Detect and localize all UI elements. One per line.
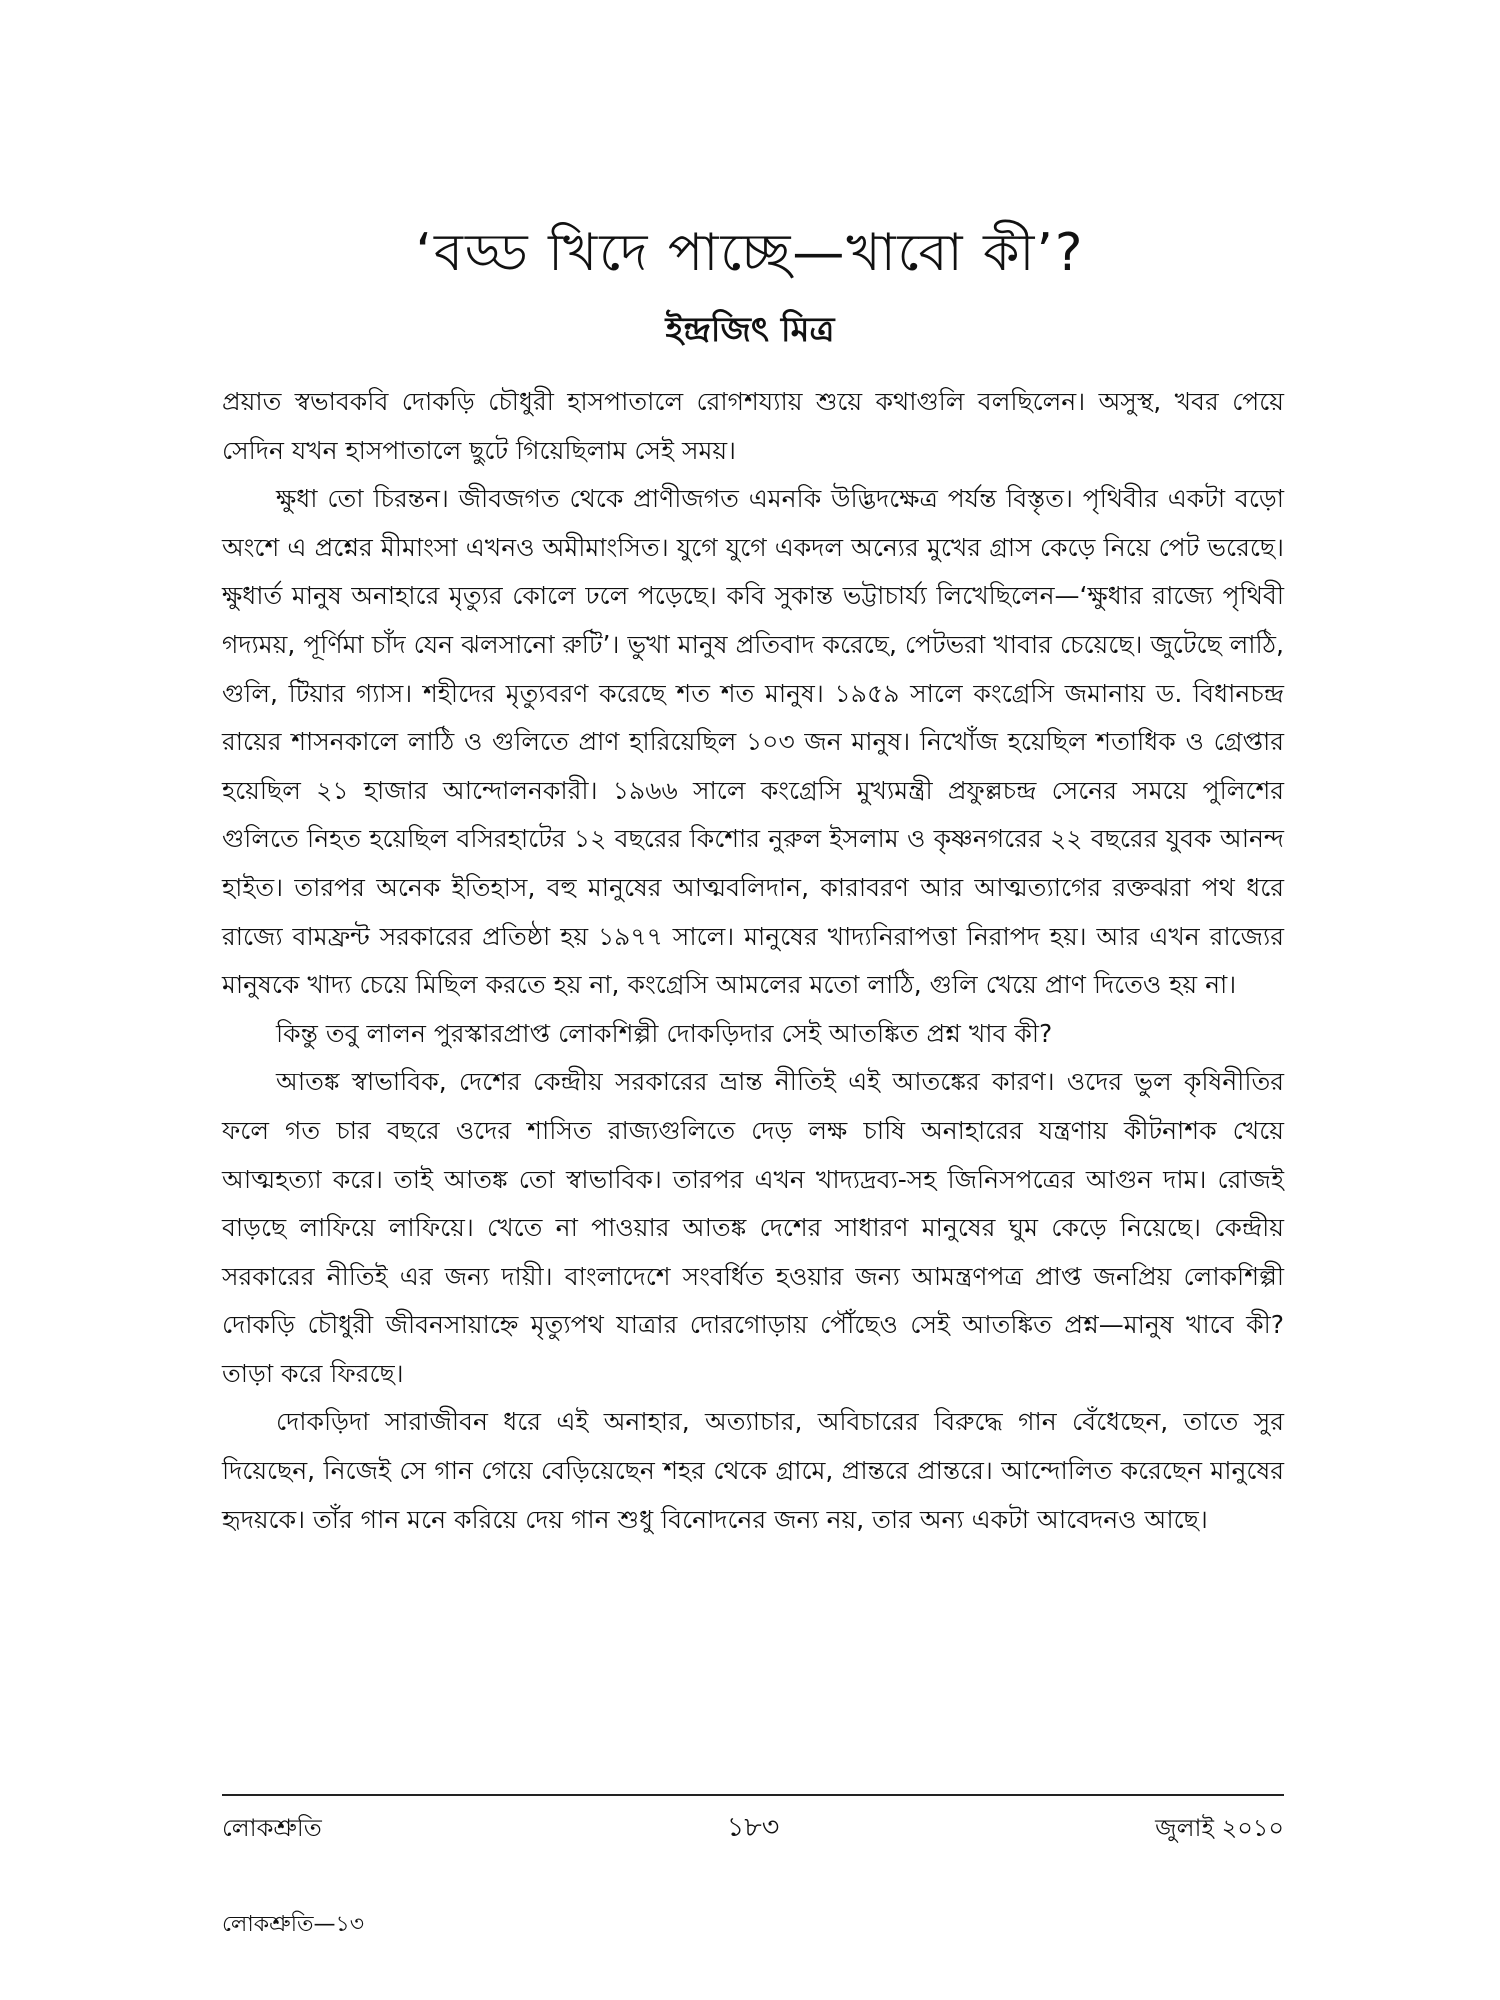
paragraph: কিন্তু তবু লালন পুরস্কারপ্রাপ্ত লোকশিল্পী দোকড়িদার সেই আতঙ্কিত প্রশ্ন খাব কী? [276, 1018, 1053, 1048]
paragraph: প্রয়াত স্বভাবকবি দোকড়ি চৌধুরী হাসপাতালে রোগশয্যায় শুয়ে কথাগুলি বলছিলেন। অসুস্থ, খবর পেয়ে সেদিন যখন হাসপাতালে ছুটে গিয়েছিলাম সেই সময়। [222, 387, 1284, 465]
article-author: ইন্দ্রজিৎ মিত্র [665, 310, 835, 350]
page-footer [222, 1808, 1284, 1848]
paragraph: ক্ষুধা তো চিরন্তন। জীবজগত থেকে প্রাণীজগত এমনকি উদ্ভিদক্ষেত্র পর্যন্ত বিস্তৃত। পৃথিবীর একটা বড়ো অংশে এ প্রশ্নের মীমাংসা এখনও অমীমাংসিত। যুগে যুগে একদল অন্যের মুখের গ্রাস কেড়ে নিয়ে পেট ভরেছে। ক্ষুধার্ত মানুষ অনাহারে মৃত্যুর কোলে ঢলে পড়েছে। কবি সুকান্ত ভট্টাচার্য্য লিখেছিলেন—‘ক্ষুধার রাজ্যে পৃথিবী গদ্যময়, পূর্ণিমা চাঁদ যেন ঝলসানো রুটি’। ভুখা মানুষ প্রতিবাদ করেছে, পেটভরা খাবার চেয়েছে। জুটেছে লাঠি, গুলি, টিয়ার গ্যাস। শহীদের মৃত্যুবরণ করেছে শত শত মানুষ। ১৯৫৯ সালে কংগ্রেসি জমানায় ড. বিধানচন্দ্র রায়ের শাসনকালে লাঠি ও গুলিতে প্রাণ হারিয়েছিল ১০৩ জন মানুষ। নিখোঁজ হয়েছিল শতাধিক ও গ্রেপ্তার হয়েছিল ২১ হাজার আন্দোলনকারী। ১৯৬৬ সালে কংগ্রেসি মুখ্যমন্ত্রী প্রফুল্লচন্দ্র সেনের সময়ে পুলিশের গুলিতে নিহত হয়েছিল বসিরহাটের ১২ বছরের কিশোর নুরুল ইসলাম ও কৃষ্ণনগরের ২২ বছরের যুবক আনন্দ হাইত। তারপর অনেক ইতিহাস, বহু মানুষের আত্মবলিদান, কারাবরণ আর আত্মত্যাগের রক্তঝরা পথ ধরে রাজ্যে বামফ্রন্ট সরকারের প্রতিষ্ঠা হয় ১৯৭৭ সালে। মানুষের খাদ্যনিরাপত্তা নিরাপদ হয়। আর এখন রাজ্যের মানুষকে খাদ্য চেয়ে মিছিল করতে হয় না, কংগ্রেসি আমলের মতো লাঠি, গুলি খেয়ে প্রাণ দিতেও হয় না। [222, 484, 1284, 1000]
signature-mark: লোকশ্রুতি—১৩ [222, 1912, 365, 1937]
article-body [222, 378, 1284, 1544]
issue-date: জুলাই ২০১০ [1155, 1814, 1284, 1842]
paragraph: আতঙ্ক স্বাভাবিক, দেশের কেন্দ্রীয় সরকারের ভ্রান্ত নীতিই এই আতঙ্কের কারণ। ওদের ভুল কৃষিনীতির ফলে গত চার বছরে ওদের শাসিত রাজ্যগুলিতে দেড় লক্ষ চাষি অনাহারের যন্ত্রণায় কীটনাশক খেয়ে আত্মহত্যা করে। তাই আতঙ্ক তো স্বাভাবিক। তারপর এখন খাদ্যদ্রব্য-সহ জিনিসপত্রের আগুন দাম। রোজই বাড়ছে লাফিয়ে লাফিয়ে। খেতে না পাওয়ার আতঙ্ক দেশের সাধারণ মানুষের ঘুম কেড়ে নিয়েছে। কেন্দ্রীয় সরকারের নীতিই এর জন্য দায়ী। বাংলাদেশে সংবর্ধিত হওয়ার জন্য আমন্ত্রণপত্র প্রাপ্ত জনপ্রিয় লোকশিল্পী দোকড়ি চৌধুরী জীবনসায়াহ্নে মৃত্যুপথ যাত্রার দোরগোড়ায় পৌঁছেও সেই আতঙ্কিত প্রশ্ন—মানুষ খাবে কী? তাড়া করে ফিরছে। [222, 1067, 1284, 1388]
footer-divider [222, 1794, 1284, 1796]
journal-name: লোকশ্রুতি [222, 1814, 322, 1842]
paragraph: দোকড়িদা সারাজীবন ধরে এই অনাহার, অত্যাচার, অবিচারের বিরুদ্ধে গান বেঁধেছেন, তাতে সুর দিয়েছেন, নিজেই সে গান গেয়ে বেড়িয়েছেন শহর থেকে গ্রামে, প্রান্তরে প্রান্তরে। আন্দোলিত করেছেন মানুষের হৃদয়কে। তাঁর গান মনে করিয়ে দেয় গান শুধু বিনোদনের জন্য নয়, তার অন্য একটা আবেদনও আছে। [222, 1407, 1284, 1534]
article-title: ‘বড্ড খিদে পাচ্ছে—খাবো কী’? [415, 223, 1085, 283]
page-number: ১৮৩ [726, 1812, 780, 1843]
